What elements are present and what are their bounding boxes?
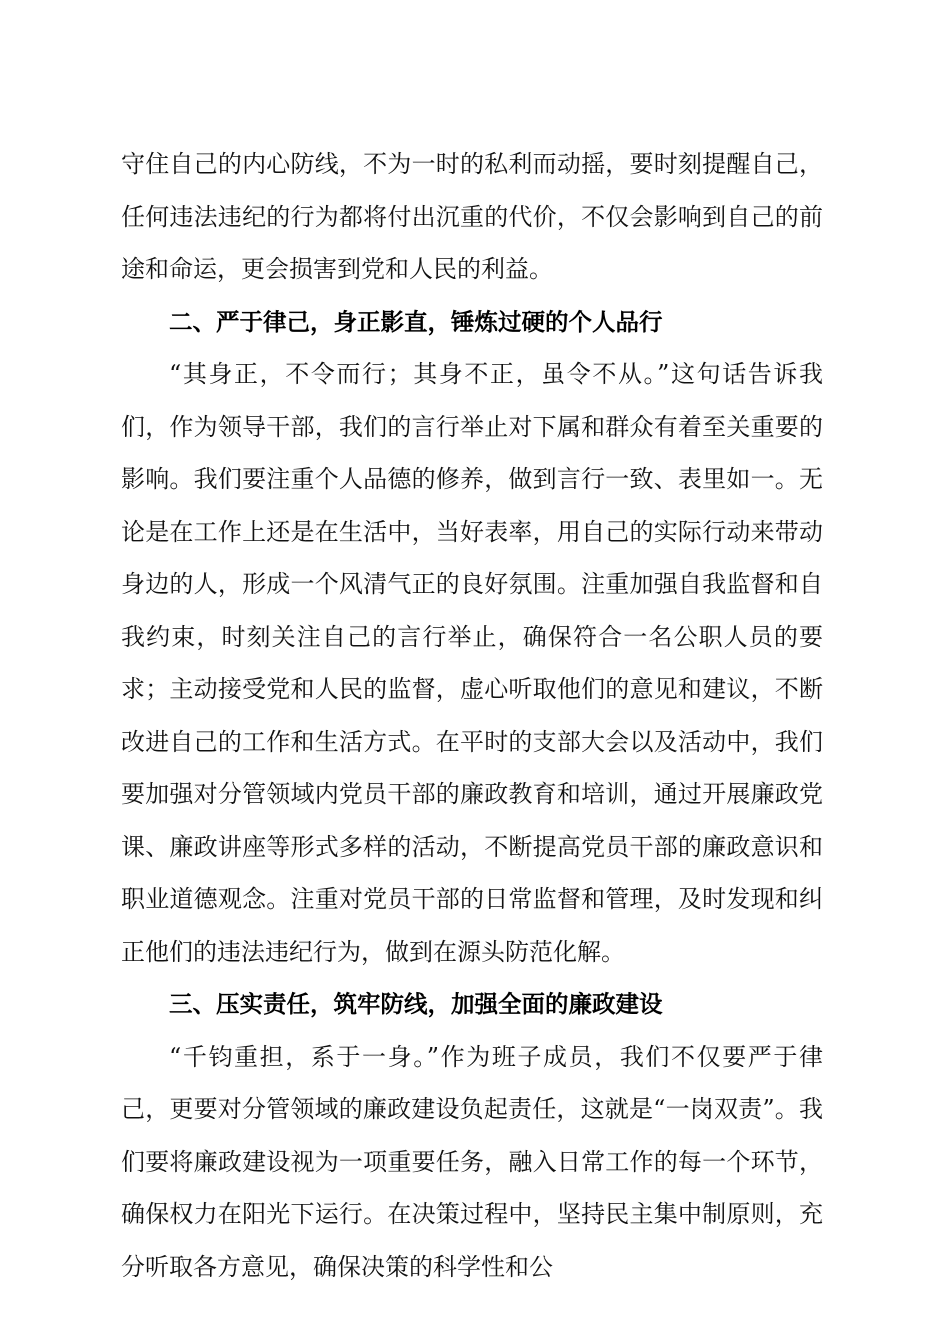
paragraph-section-3: “千钧重担，系于一身。”作为班子成员，我们不仅要严于律己，更要对分管领域的廉政建设负起责任，这就是“一岗双责”。我们要将廉政建设视为一项重要任务，融入日常工作的每一个环节，确保权力在阳光下运行。在决策过程中，坚持民主集中制原则，充分听取各方意见，确保决策的科学性和公: [121, 1042, 823, 1281]
paragraph-continued: 守住自己的内心防线，不为一时的私利而动摇，要时刻提醒自己，任何违法违纪的行为都将付出沉重的代价，不仅会影响到自己的前途和命运，更会损害到党和人民的利益。: [121, 150, 823, 283]
document-body: [121, 138, 823, 1293]
section-heading-2: 二、严于律己，身正影直，锤炼过硬的个人品行: [169, 307, 663, 336]
section-heading-3: 三、压实责任，筑牢防线，加强全面的廉政建设: [169, 990, 663, 1018]
paragraph-section-2: “其身正，不令而行；其身不正，虽令不从。”这句话告诉我们，作为领导干部，我们的言行举止对下属和群众有着至关重要的影响。我们要注重个人品德的修养，做到言行一致、表里如一。无论是在工作上还是在生活中，当好表率，用自己的实际行动来带动身边的人，形成一个风清气正的良好氛围。注重加强自我监督和自我约束，时刻关注自己的言行举止，确保符合一名公职人员的要求；主动接受党和人民的监督，虚心听取他们的意见和建议，不断改进自己的工作和生活方式。在平时的支部大会以及活动中，我们要加强对分管领域内党员干部的廉政教育和培训，通过开展廉政党课、廉政讲座等形式多样的活动，不断提高党员干部的廉政意识和职业道德观念。注重对党员干部的日常监督和管理，及时发现和纠正他们的违法违纪行为，做到在源头防范化解。: [121, 360, 823, 966]
